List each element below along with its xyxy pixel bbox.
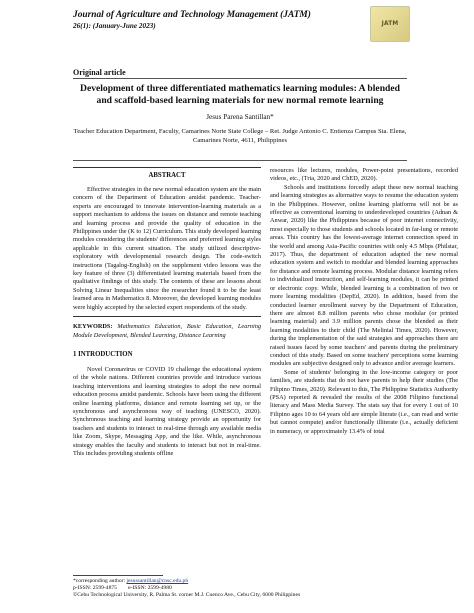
- introduction-heading: 1 INTRODUCTION: [73, 350, 133, 358]
- article-type-label: Original article: [73, 68, 126, 77]
- right-column: [270, 167, 458, 436]
- introduction-left-paragraph: Novel Coronavirus or COVID 19 challenge the educational system of the whole nations. Different countries provide and introduce various teaching interventions and learning strategies to adopt the new normal education process amidst pandemic. Schools have been using the different online learning platforms, distance and remote learning set up, or the synchronous and asynchronous way of teaching (UNESCO, 2020). Synchronous teaching and learning strategy provide an opportunity for teachers and students to interact in real-time through any available media like Zoom, Skype, Messaging App, and the like. While, asynchronous strategy enables the faculty and students to interact but not in real-time. This includes providing students offline: [73, 365, 261, 457]
- affiliation-rule: [73, 160, 407, 161]
- abstract-heading: ABSTRACT: [148, 172, 186, 179]
- corresponding-author: [73, 578, 300, 585]
- issn-line: p-ISSN: 2599-4875 e-ISSN: 2599-4980: [73, 585, 172, 592]
- introduction-right-paragraph-2: Schools and institutions forcedly adapt these new normal teaching and learning strategies as alternative ways to resume the education system in the Philippines. However, online learning platforms will not be as effective as conventional learning to underdeveloped countries (Adnan & Anwar, 2020) like the Philippines because of poor internet connectivity, most especially to those students and schools located in far-lung or remote areas. This country has the lowest-average internet connection speed in the world and among Asia-Pacific countries with only 4.5 Mbps (Philstar, 2017). Thus, the department of education adapted the new normal education system and switch to modular and blended learning approaches for distance and remote learning process. Modular distance learning refers to individualized instruction, and self-learning modules, it can be printed or electronic copy. While, blended learning is a combination of two or more learning modalities (DepEd, 2020). In addition, based from the conducted learner enrollment survey by the Department of Education, there are almost 8.8 million parents who chose modular (or printed learning material) and 3.9 million parents chose the blended as their learning modalities to their child (The Melinial Times, 2020). However, during the implementation of the said strategies and approaches there are raised issues faced by some teachers' and parents during the preliminary conduct of this study. Based on some teachers' perceptions some learning modules are subjective designed only to advance and/or average learners.: [270, 183, 458, 368]
- copyright-line: ©Cebu Technological University, R. Palma St. corner M.J. Cuenco Ave., Cebu City, 6000 Philippines: [73, 592, 301, 599]
- abstract-box: [73, 167, 261, 317]
- corresponding-email-link[interactable]: jesussantillan@cnsc.edu.ph: [126, 578, 189, 584]
- corresponding-label: *corresponding author:: [73, 578, 126, 584]
- introduction-right-paragraph-3: Some of students' belonging in the low-income category or poor families, are students that do not have parents to help their studies (The Filipino Times, 2020). Relevant to this, The Philippine Statistics Authority (PSA) reported & revealed the results of the 2008 Filipino functional literacy and Mass Media Survey. The stats say that for every 1 out of 10 Filipino ages 10 to 64 years old are simple literate (i.e., can read and write but cannot compute) and/or functionally illiterate (i.e., actually deficient in numeracy, or approximately 13.4% of total: [270, 368, 458, 435]
- journal-title: Journal of Agriculture and Technology Management (JATM): [73, 10, 311, 20]
- left-column: [73, 167, 261, 458]
- keywords: [73, 323, 261, 340]
- keywords-label: KEYWORDS:: [73, 323, 113, 331]
- footnote-rule: [73, 575, 163, 576]
- abstract-body: Effective strategies in the new normal education system are the main concern of the Department of Education amidst pandemic. Teacher-experts are encouraged to innovate intervention-learning materials as a support mechanism to address the issues on distance and remote teaching and learning process and provide the quality of education in the Philippines under the (K to 12) Curriculum. This study developed learning modules considering the students' differences and preferred learning styles applicable in this current situation. The study utilized descriptive-exploratory with developmental research design. The code-switch instructions (Tagalog-English) on the supplement video lessons was the key feature of three (3) differentiated learning materials based from the qualitative findings of this study. The contents of these are lessons about Solving Linear Inequalities since the researcher found it to be the least learned area in Mathematics 8. Moreover, the developed learning modules were highly accepted by the selected expert respondents of the study.: [73, 186, 261, 311]
- keywords-text: Mathematics Education, Basic Education, Learning Module Development, Blended Learning, Distance Learning: [73, 323, 261, 339]
- author-affiliation: Teacher Education Department, Faculty, Camarines Norte State College – Ret. Judge Antonio C. Entienza Campus Sta. Elena, Camarines Norte, 4611, Philippines: [73, 128, 407, 145]
- journal-logo: [370, 6, 410, 42]
- journal-logo-text: JATM: [381, 21, 399, 27]
- page-footer: [73, 578, 300, 600]
- journal-issue: 26(1): (January-June 2023): [73, 22, 156, 30]
- introduction-right-paragraph-1: resources like lectures, modules, Power-point presentations, recorded videos, etc., (Tria, 2020 and ChED, 2020).: [270, 167, 458, 183]
- article-title: Development of three differentiated mathematics learning modules: A blended and scaffold-based learning materials for new normal remote learning: [80, 83, 400, 107]
- author-name: Jesus Parena Santillan*: [206, 113, 274, 121]
- header-rule: [73, 78, 407, 79]
